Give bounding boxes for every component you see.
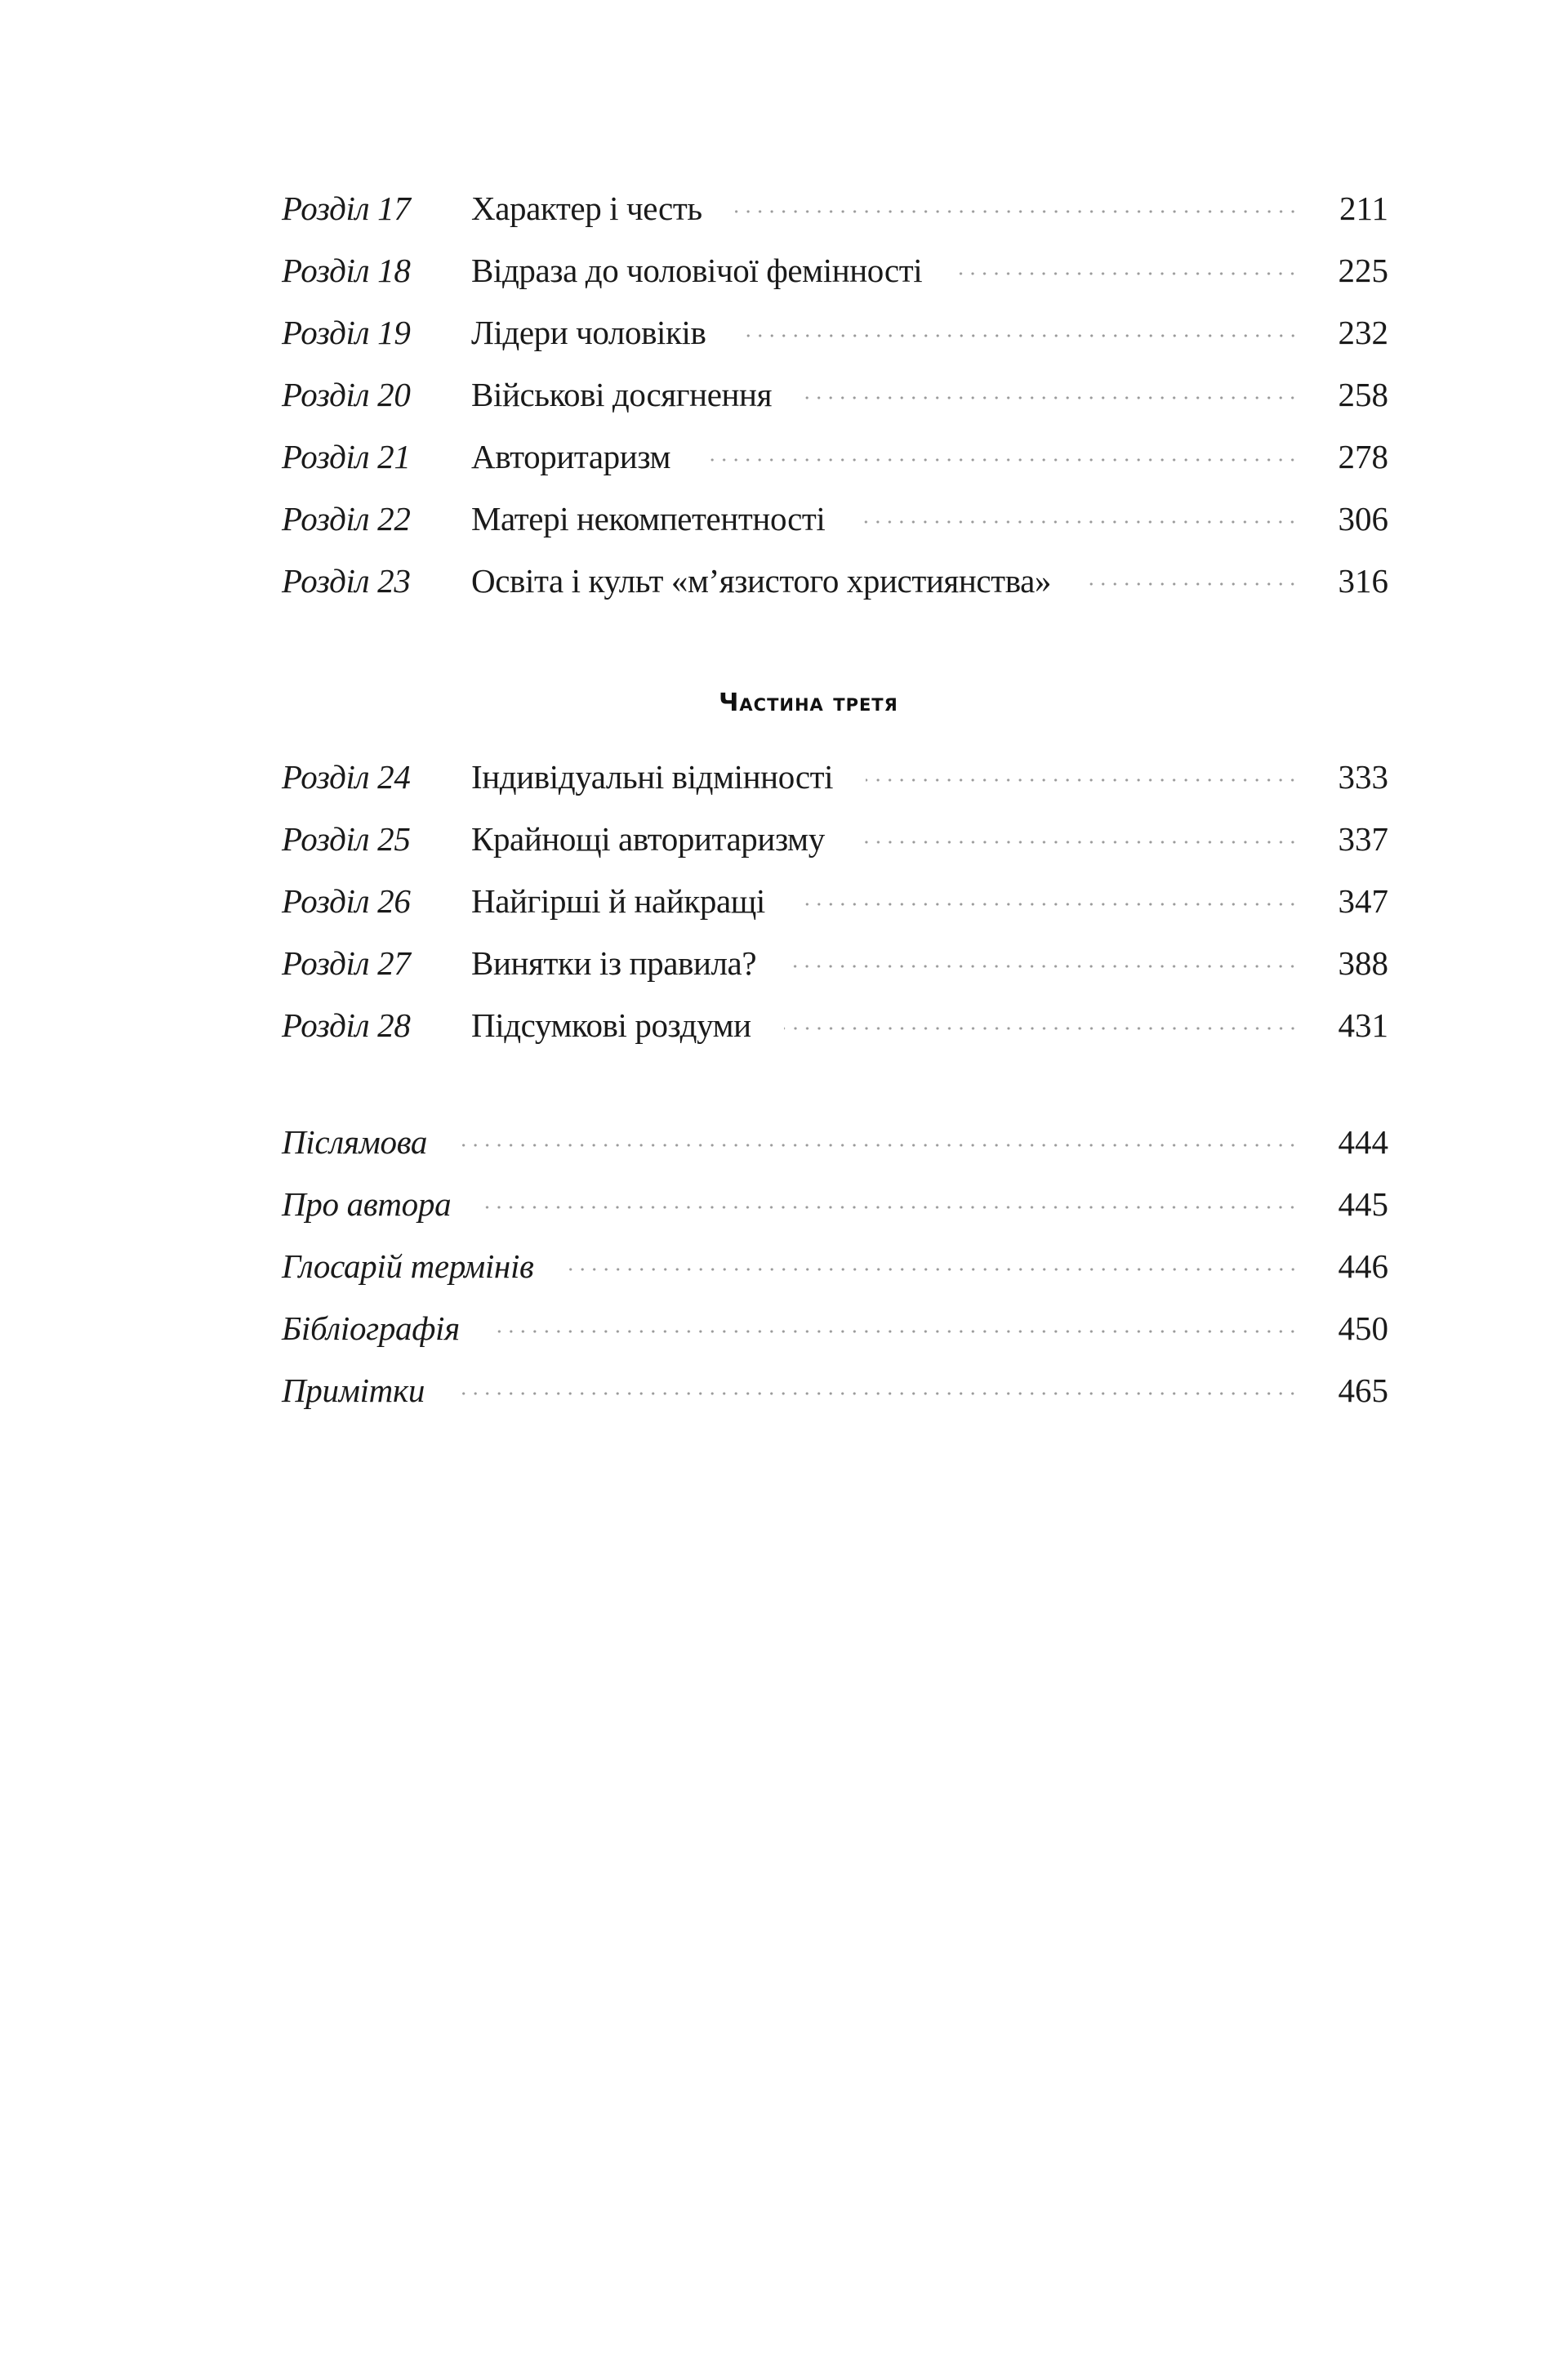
dot-leader [784,1027,1298,1030]
part-heading: Частина третя [719,689,898,717]
section-label: Глосарій термінів [282,1247,534,1285]
toc-entry-chapter-21[interactable] [282,426,1388,488]
dot-leader [866,778,1298,782]
toc-entry-chapter-27[interactable] [282,932,1388,994]
dot-leader [858,520,1298,524]
chapter-title: Підсумкові роздуми [471,1006,751,1044]
section-label: Про автора [282,1185,452,1223]
toc-entry-chapter-17[interactable] [282,177,1388,239]
page-number: 211 [1339,190,1388,227]
dot-leader [798,903,1298,906]
page-number: 446 [1338,1247,1388,1285]
toc-entry-chapter-24[interactable] [282,746,1388,808]
chapter-title: Крайнощі авторитаризму [471,820,825,858]
dot-leader [789,965,1298,968]
chapter-label: Розділ 17 [282,190,411,227]
chapter-title: Відраза до чоловічої фемінності [471,252,923,289]
page-number: 450 [1338,1309,1388,1347]
page-number: 258 [1338,376,1388,413]
page-number: 333 [1338,758,1388,796]
section-label: Примітки [282,1372,425,1409]
dot-leader [955,272,1298,275]
dot-leader [804,396,1298,399]
chapter-label: Розділ 21 [282,438,411,475]
page-number: 232 [1338,314,1388,351]
dot-leader [460,1144,1298,1147]
toc-entry-chapter-20[interactable] [282,364,1388,426]
section-label: Бібліографія [282,1309,460,1347]
page-number: 306 [1338,500,1388,537]
page-number: 431 [1338,1006,1388,1044]
toc-entry-notes[interactable] [282,1359,1388,1421]
page-number: 388 [1338,944,1388,982]
chapter-title: Авторитаризм [471,438,671,475]
dot-leader [703,458,1298,462]
dot-leader [567,1268,1298,1271]
chapter-title: Винятки із правила? [471,944,757,982]
dot-leader [739,334,1298,337]
chapter-label: Розділ 23 [282,562,411,600]
page-number: 278 [1338,438,1388,475]
toc-entry-chapter-26[interactable] [282,870,1388,932]
page-number: 465 [1338,1372,1388,1409]
chapter-label: Розділ 18 [282,252,411,289]
page-number: 347 [1338,882,1388,920]
chapter-title: Найгірші й найкращі [471,882,765,920]
section-label: Післямова [282,1123,428,1161]
chapter-title: Індивідуальні відмінності [471,758,834,796]
chapter-label: Розділ 27 [282,944,411,982]
toc-entry-chapter-19[interactable] [282,301,1388,364]
toc-entry-chapter-28[interactable] [282,994,1388,1056]
page-number: 316 [1338,562,1388,600]
dot-leader [457,1392,1298,1395]
chapter-label: Розділ 22 [282,500,411,537]
page-number: 444 [1338,1123,1388,1161]
toc-entry-chapter-18[interactable] [282,239,1388,301]
toc-entry-about-author[interactable] [282,1173,1388,1235]
chapter-label: Розділ 25 [282,820,411,858]
chapter-title: Характер і честь [471,190,702,227]
toc-entry-glossary[interactable] [282,1235,1388,1297]
page-number: 337 [1338,820,1388,858]
chapter-label: Розділ 19 [282,314,411,351]
chapter-title: Військові досягнення [471,376,773,413]
chapter-label: Розділ 24 [282,758,411,796]
chapter-title: Матері некомпетентності [471,500,826,537]
chapter-title: Освіта і культ «м’язистого християнства» [471,562,1052,600]
chapter-label: Розділ 20 [282,376,411,413]
page-number: 445 [1338,1185,1388,1223]
chapter-label: Розділ 28 [282,1006,411,1044]
dot-leader [1084,582,1298,586]
toc-entry-chapter-23[interactable] [282,550,1388,612]
chapter-title: Лідери чоловіків [471,314,706,351]
page-number: 225 [1338,252,1388,289]
toc-entry-afterword[interactable] [282,1111,1388,1173]
toc-entry-bibliography[interactable] [282,1297,1388,1359]
toc-entry-chapter-22[interactable] [282,488,1388,550]
dot-leader [735,210,1298,213]
toc-entry-chapter-25[interactable] [282,808,1388,870]
dot-leader [492,1330,1298,1333]
dot-leader [858,841,1298,844]
dot-leader [483,1206,1298,1209]
chapter-label: Розділ 26 [282,882,411,920]
